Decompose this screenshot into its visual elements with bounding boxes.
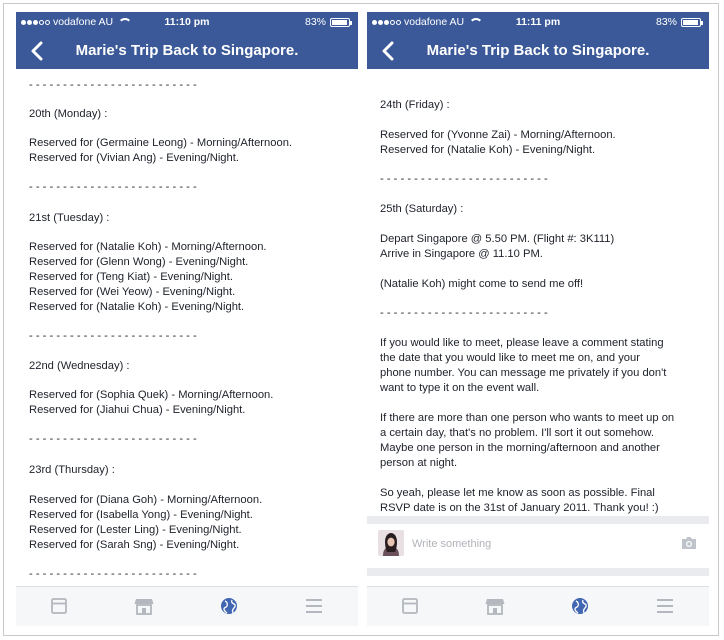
day-heading: 20th (Monday) :	[29, 108, 108, 120]
flight-line: Arrive in Singapore @ 11.10 PM.	[380, 248, 543, 260]
reservation-line: Reserved for (Diana Goh) - Morning/Afternoon.	[29, 494, 263, 506]
divider-text: - - - - - - - - - - - - - - - - - - - - - - - - -	[380, 307, 548, 319]
divider-text: - - - - - - - - - - - - - - - - - - - - - - - - -	[29, 79, 197, 91]
reservation-line: Reserved for (Sophia Quek) - Morning/Afternoon.	[29, 389, 274, 401]
battery-percent: 83%	[304, 16, 326, 28]
paragraph-line: want to type it on the event wall.	[380, 382, 540, 394]
day-heading: 25th (Saturday) :	[380, 203, 464, 215]
day-heading: 23rd (Thursday) :	[29, 464, 115, 476]
reservation-line: Reserved for (Vivian Ang) - Evening/Night.	[29, 152, 239, 164]
reservation-line: Reserved for (Glenn Wong) - Evening/Night.	[29, 256, 249, 268]
reservation-line: Reserved for (Jiahui Chua) - Evening/Night.	[29, 404, 246, 416]
carrier-label: vodafone AU	[404, 16, 465, 28]
divider-text: - - - - - - - - - - - - - - - - - - - - - - - - -	[29, 181, 197, 193]
news-feed-icon[interactable]	[49, 597, 69, 615]
avatar	[378, 530, 404, 556]
battery-percent: 83%	[655, 16, 677, 28]
reservation-line: Reserved for (Isabella Yong) - Evening/Night.	[29, 509, 253, 521]
divider-text: - - - - - - - - - - - - - - - - - - - - - - - - -	[29, 568, 197, 580]
nav-bar	[367, 32, 709, 69]
paragraph-line: RSVP date is on the 31st of January 2011. Thank you! :)	[380, 502, 659, 514]
paragraph-line: a certain day, that's no problem. I'll sort it out somehow.	[380, 427, 654, 439]
reservation-line: Reserved for (Natalie Koh) - Evening/Night.	[380, 144, 596, 156]
comment-composer-area	[367, 516, 709, 576]
camera-icon[interactable]	[681, 536, 697, 550]
event-title: Marie's Trip Back to Singapore.	[75, 42, 299, 59]
phone-screen-right	[367, 12, 709, 626]
marketplace-icon[interactable]	[485, 597, 505, 615]
reservation-line: Reserved for (Sarah Sng) - Evening/Night.	[29, 539, 240, 551]
reservation-line: Reserved for (Wei Yeow) - Evening/Night.	[29, 286, 236, 298]
reservation-line: Reserved for (Yvonne Zai) - Morning/Afternoon.	[380, 129, 616, 141]
reservation-line: Reserved for (Natalie Koh) - Morning/Afternoon.	[29, 241, 267, 253]
comment-composer[interactable]	[367, 524, 709, 568]
marketplace-icon[interactable]	[134, 597, 154, 615]
nav-bar	[16, 32, 358, 69]
reservation-line: Reserved for (Lester Ling) - Evening/Night.	[29, 524, 242, 536]
day-heading: 22nd (Wednesday) :	[29, 360, 130, 372]
reservation-line: Reserved for (Teng Kiat) - Evening/Night.	[29, 271, 233, 283]
reservation-line: Reserved for (Germaine Leong) - Morning/Afternoon.	[29, 137, 293, 149]
divider-text: - - - - - - - - - - - - - - - - - - - - - - - - -	[29, 330, 197, 342]
status-bar	[367, 12, 709, 32]
paragraph-line: phone number. You can message me privately if you don't	[380, 367, 667, 379]
event-title: Marie's Trip Back to Singapore.	[426, 42, 650, 59]
paragraph-line: Maybe one person in the morning/afternoon and another	[380, 442, 660, 454]
globe-icon[interactable]	[219, 597, 239, 615]
day-heading: 21st (Tuesday) :	[29, 212, 110, 224]
paragraph-line: person at night.	[380, 457, 458, 469]
tab-bar	[367, 586, 709, 626]
note-line: (Natalie Koh) might come to send me off!	[380, 278, 584, 290]
news-feed-icon[interactable]	[400, 597, 420, 615]
divider-text: - - - - - - - - - - - - - - - - - - - - - - - - -	[29, 433, 197, 445]
comment-input[interactable]: Write something	[412, 538, 492, 550]
menu-icon[interactable]	[304, 597, 324, 615]
status-bar	[16, 12, 358, 32]
divider-text: - - - - - - - - - - - - - - - - - - - - - - - - -	[380, 173, 548, 185]
tab-bar	[16, 586, 358, 626]
menu-icon[interactable]	[655, 597, 675, 615]
phone-screen-left	[16, 12, 358, 626]
status-time: 11:10 pm	[164, 16, 210, 28]
paragraph-line: So yeah, please let me know as soon as possible. Final	[380, 487, 655, 499]
carrier-label: vodafone AU	[53, 16, 114, 28]
battery-icon	[681, 18, 701, 27]
paragraph-line: If you would like to meet, please leave a comment stating	[380, 337, 664, 349]
globe-icon[interactable]	[570, 597, 590, 615]
day-heading: 24th (Friday) :	[380, 99, 450, 111]
paragraph-line: the date that you would like to meet me on, and your	[380, 352, 640, 364]
flight-line: Depart Singapore @ 5.50 PM. (Flight #: 3K111)	[380, 233, 615, 245]
battery-icon	[330, 18, 350, 27]
status-time: 11:11 pm	[515, 16, 561, 28]
paragraph-line: If there are more than one person who wants to meet up on	[380, 412, 675, 424]
reservation-line: Reserved for (Natalie Koh) - Evening/Night.	[29, 301, 245, 313]
